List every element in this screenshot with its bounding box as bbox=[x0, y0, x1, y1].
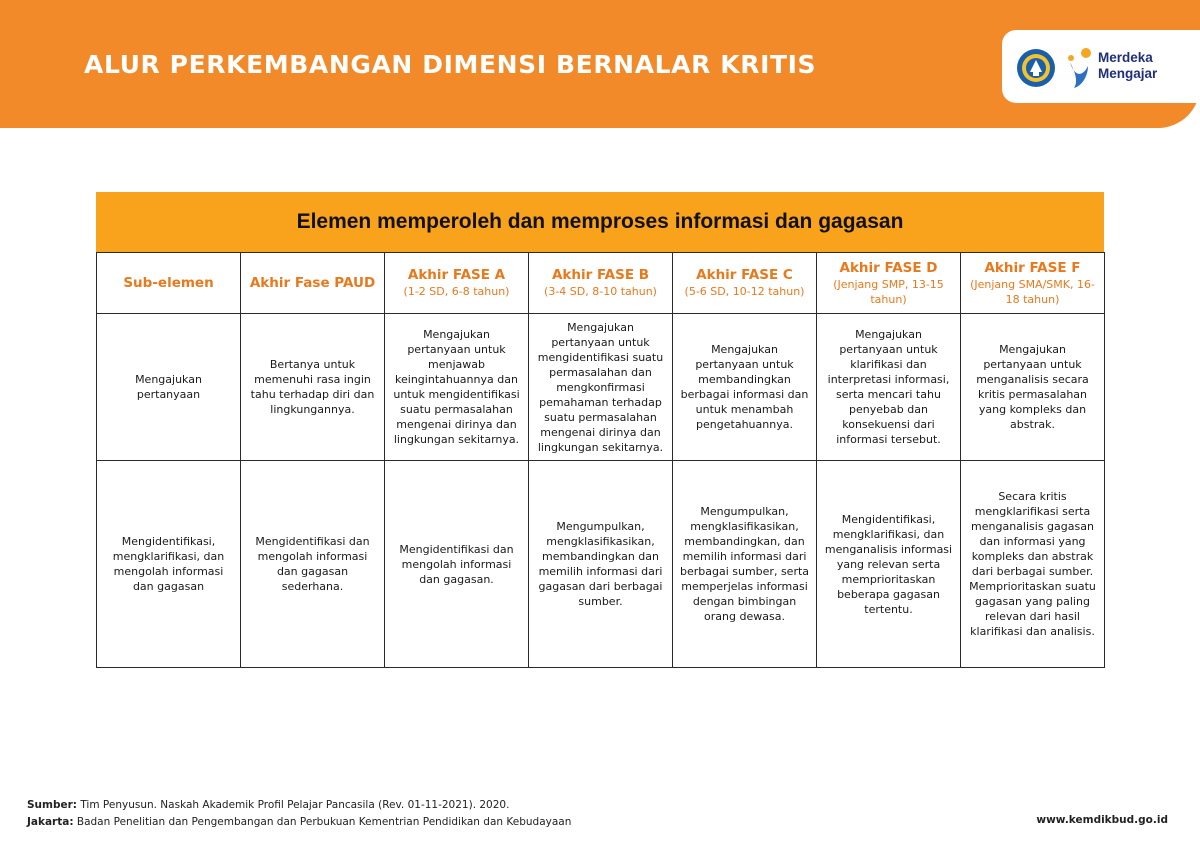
brand-line-2: Mengajar bbox=[1098, 66, 1158, 81]
phase-table bbox=[96, 252, 1105, 668]
header-sub: (5-6 SD, 10-12 tahun) bbox=[684, 285, 805, 298]
merdeka-mengajar-logo-icon bbox=[1066, 46, 1094, 90]
header-cell-fase-a bbox=[385, 253, 529, 314]
table-cell: Mengidentifikasi dan mengolah informasi dan gagasan sederhana. bbox=[241, 461, 385, 668]
header-main: Sub-elemen bbox=[123, 274, 214, 291]
header-row bbox=[97, 253, 1105, 314]
footer-source bbox=[27, 797, 571, 831]
header-main: Akhir FASE F bbox=[984, 259, 1081, 276]
table-cell: Mengidentifikasi, mengklarifikasi, dan mengolah informasi dan gagasan bbox=[97, 461, 241, 668]
table-cell: Mengajukan pertanyaan untuk menjawab keingintahuannya dan untuk mengidentifikasi suatu permasalahan mengenai dirinya dan lingkungan sekitarnya. bbox=[385, 314, 529, 461]
header-cell-fase-b bbox=[529, 253, 673, 314]
header-main: Akhir FASE B bbox=[551, 267, 650, 283]
header-sub: (Jenjang SMP, 13-15 tahun) bbox=[833, 277, 944, 306]
header-main: Akhir FASE D bbox=[839, 259, 938, 276]
header-cell-fase-c bbox=[673, 253, 817, 314]
source-text: Tim Penyusun. Naskah Akademik Profil Pelajar Pancasila (Rev. 01-11-2021). 2020. bbox=[77, 799, 510, 811]
table-cell: Mengajukan pertanyaan bbox=[97, 314, 241, 461]
table-cell: Mengajukan pertanyaan untuk membandingkan berbagai informasi dan untuk menambah pengetahuannya. bbox=[673, 314, 817, 461]
website-link[interactable]: www.kemdikbud.go.id bbox=[1036, 814, 1168, 826]
source-line bbox=[27, 797, 571, 814]
kemdikbud-seal-icon bbox=[1016, 48, 1056, 88]
table-cell: Mengajukan pertanyaan untuk mengidentifikasi suatu permasalahan dan mengkonfirmasi pemahaman terhadap suatu permasalahan mengenai dirinya dan lingkungan sekitarnya. bbox=[529, 314, 673, 461]
table-title: Elemen memperoleh dan memproses informasi dan gagasan bbox=[96, 192, 1104, 252]
table-cell: Mengidentifikasi, mengklarifikasi, dan menganalisis informasi yang relevan serta memprioritaskan beberapa gagasan tertentu. bbox=[817, 461, 961, 668]
table-cell: Secara kritis mengklarifikasi serta menganalisis gagasan dan informasi yang kompleks dan abstrak dari berbagai sumber. Memprioritaskan suatu gagasan yang paling relevan dari hasil klarifikasi dan analisis. bbox=[961, 461, 1105, 668]
source-label: Sumber: bbox=[27, 799, 77, 811]
header-cell-fase-d bbox=[817, 253, 961, 314]
publisher-line bbox=[27, 814, 571, 831]
header-main: Akhir Fase PAUD bbox=[249, 274, 376, 291]
table-cell: Mengajukan pertanyaan untuk menganalisis secara kritis permasalahan yang kompleks dan abstrak. bbox=[961, 314, 1105, 461]
publisher-label: Jakarta: bbox=[27, 816, 74, 828]
development-table bbox=[96, 192, 1104, 668]
publisher-text: Badan Penelitian dan Pengembangan dan Perbukuan Kementrian Pendidikan dan Kebudayaan bbox=[73, 816, 572, 828]
header-cell-paud bbox=[241, 253, 385, 314]
table-cell: Mengumpulkan, mengklasifikasikan, membandingkan dan memilih informasi dari gagasan dari berbagai sumber. bbox=[529, 461, 673, 668]
table-row bbox=[97, 461, 1105, 668]
page-title: ALUR PERKEMBANGAN DIMENSI BERNALAR KRITIS bbox=[84, 50, 817, 79]
logo-card bbox=[1002, 30, 1200, 103]
header-main: Akhir FASE A bbox=[407, 267, 506, 283]
table-cell: Mengumpulkan, mengklasifikasikan, membandingkan, dan memilih informasi dari berbagai sumber, serta memperjelas informasi dengan bimbingan orang dewasa. bbox=[673, 461, 817, 668]
brand-name bbox=[1098, 50, 1157, 82]
header-sub: (1-2 SD, 6-8 tahun) bbox=[403, 285, 510, 298]
table-cell: Mengidentifikasi dan mengolah informasi dan gagasan. bbox=[385, 461, 529, 668]
table-row bbox=[97, 314, 1105, 461]
header-sub: (3-4 SD, 8-10 tahun) bbox=[544, 285, 657, 298]
table-cell: Bertanya untuk memenuhi rasa ingin tahu terhadap diri dan lingkungannya. bbox=[241, 314, 385, 461]
header-main: Akhir FASE C bbox=[696, 267, 793, 283]
table-cell: Mengajukan pertanyaan untuk klarifikasi dan interpretasi informasi, serta mencari tahu penyebab dan konsekuensi dari informasi tersebut. bbox=[817, 314, 961, 461]
header-cell-fase-f bbox=[961, 253, 1105, 314]
header-sub: (Jenjang SMA/SMK, 16-18 tahun) bbox=[970, 277, 1095, 306]
brand-line-1: Merdeka bbox=[1098, 50, 1153, 65]
header-cell-sub-elemen bbox=[97, 253, 241, 314]
